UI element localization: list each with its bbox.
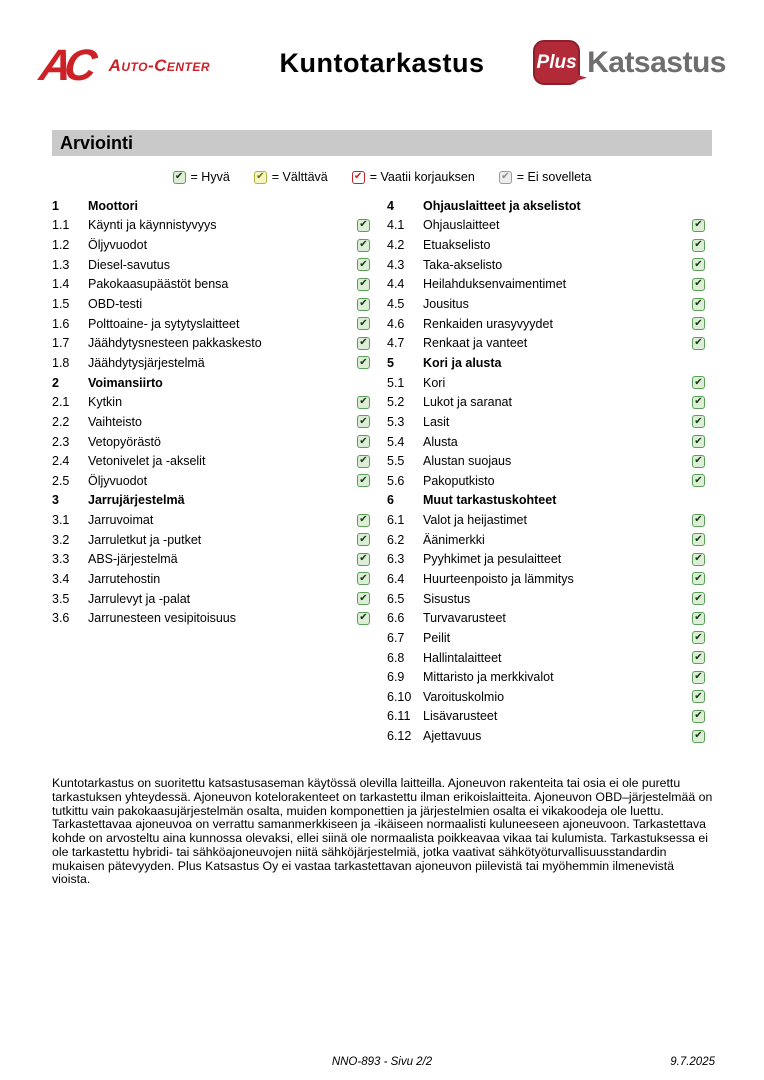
- status-checkbox-good: ✔: [357, 435, 370, 448]
- status-checkbox-good: ✔: [357, 455, 370, 468]
- checklist-item-row: [387, 726, 714, 746]
- legend-item-na: [499, 170, 592, 184]
- legend-label: = Vaatii korjauksen: [369, 170, 475, 184]
- status-checkbox-good: ✔: [692, 258, 705, 271]
- status-checkbox-good: ✔: [692, 415, 705, 428]
- item-number: 4.7: [387, 336, 405, 351]
- status-checkbox-good: ✔: [692, 376, 705, 389]
- status-checkbox-good: ✔: [357, 514, 370, 527]
- item-number: 6.8: [387, 650, 405, 665]
- status-checkbox-good: ✔: [357, 337, 370, 350]
- item-number: 5.3: [387, 414, 405, 429]
- item-number: 4.5: [387, 297, 405, 312]
- legend-label: = Välttävä: [271, 170, 328, 184]
- item-number: 2.2: [52, 414, 70, 429]
- disclaimer-text: Kuntotarkastus on suoritettu katsastusaseman käytössä olevilla laitteilla. Ajoneuvon rakenteita tai osia ei ole purettu tarkastuksen yhteydessä. Ajoneuvon kotelorakenteet on tarkastettu ilman erikoislaitteita. Ajoneuvon OBD–järjestelmää on tutkittu vain pakokaasujärjestelmän osalta, muiden komponettien ja järjestelmien osalta ei vikakoodeja ole luettu. Tarkastettavaa ajoneuvoa on verrattu samanmerkkiseen ja -ikäiseen normaalisti kuluneeseen ajoneuvoon. Tarkastettava kohde on arvosteltu aina kunnossa olevaksi, ellei siinä ole normaalista poikkeavaa vikaa tai kulumista. Tarkastuksessa ei ole tarkastettu hybridi- tai sähköajoneuvojen niitä sähköjärjestelmiä, jotka vaativat sähkötyöturvallisuusstandardin mukaisen pätevyyden. Plus Katsastus Oy ei vastaa tarkastettavan ajoneuvon piilevistä tai myöhemmin ilmenevistä vioista.: [52, 776, 713, 887]
- checklist-item-row: [387, 608, 714, 628]
- item-label: Jarruvoimat: [88, 513, 154, 528]
- item-label: Jarrutehostin: [88, 571, 161, 586]
- status-checkbox-good: ✔: [692, 592, 705, 605]
- item-number: 6.5: [387, 591, 405, 606]
- item-label: Alustan suojaus: [423, 454, 512, 469]
- item-number: 6.2: [387, 532, 405, 547]
- checklist-item-row: [387, 510, 714, 530]
- checklist-item-row: [52, 216, 379, 236]
- status-checkbox-good: ✔: [692, 671, 705, 684]
- item-number: 1.2: [52, 238, 70, 253]
- status-checkbox-good: ✔: [692, 278, 705, 291]
- section-header-row: [387, 196, 714, 216]
- item-label: Äänimerkki: [423, 532, 485, 547]
- item-number: 3.5: [52, 591, 70, 606]
- section-header-row: [52, 491, 379, 511]
- status-checkbox-good: ✔: [357, 396, 370, 409]
- status-checkbox-good: ✔: [357, 317, 370, 330]
- legend-label: = Ei sovelleta: [516, 170, 592, 184]
- item-number: 4.3: [387, 257, 405, 272]
- legend-label: = Hyvä: [190, 170, 230, 184]
- checklist-item-row: [387, 275, 714, 295]
- item-number: 5.2: [387, 395, 405, 410]
- checklist-item-row: [52, 275, 379, 295]
- checklist-item-row: [387, 707, 714, 727]
- status-checkbox-good: ✔: [357, 298, 370, 311]
- status-checkbox-fair: ✔: [254, 171, 267, 184]
- item-label: Valot ja heijastimet: [423, 513, 527, 528]
- checklist-right-column: [387, 196, 714, 746]
- checklist-left-column: [52, 196, 379, 746]
- item-number: 6.12: [387, 729, 412, 744]
- checklist-item-row: [52, 530, 379, 550]
- checklist-item-row: [52, 432, 379, 452]
- item-label: Diesel-savutus: [88, 257, 170, 272]
- item-number: 3.2: [52, 532, 70, 547]
- item-label: Alusta: [423, 434, 458, 449]
- item-label: Renkaat ja vanteet: [423, 336, 528, 351]
- item-label: Heilahduksenvaimentimet: [423, 277, 567, 292]
- item-number: 6: [387, 493, 394, 508]
- item-number: 3.1: [52, 513, 70, 528]
- status-checkbox-good: ✔: [692, 710, 705, 723]
- checklist-item-row: [387, 255, 714, 275]
- status-checkbox-good: ✔: [692, 533, 705, 546]
- ac-logo-name: Auto-Center: [108, 56, 211, 75]
- status-checkbox-good: ✔: [692, 690, 705, 703]
- checklist-item-row: [387, 392, 714, 412]
- item-number: 1.7: [52, 336, 70, 351]
- item-label: Jarrunesteen vesipitoisuus: [88, 611, 236, 626]
- status-checkbox-good: ✔: [692, 298, 705, 311]
- checklist-item-row: [52, 294, 379, 314]
- item-label: Pyyhkimet ja pesulaitteet: [423, 552, 562, 567]
- item-number: 5: [387, 355, 394, 370]
- item-label: ABS-järjestelmä: [88, 552, 178, 567]
- checklist-item-row: [387, 314, 714, 334]
- checklist-item-row: [52, 569, 379, 589]
- item-number: 4: [387, 198, 394, 213]
- item-number: 5.6: [387, 473, 405, 488]
- status-checkbox-good: ✔: [692, 239, 705, 252]
- item-number: 2.1: [52, 395, 70, 410]
- item-number: 6.9: [387, 670, 405, 685]
- checklist-item-row: [387, 628, 714, 648]
- item-label: Mittaristo ja merkkivalot: [423, 670, 554, 685]
- item-number: 1: [52, 198, 59, 213]
- status-checkbox-good: ✔: [173, 171, 186, 184]
- status-checkbox-good: ✔: [357, 219, 370, 232]
- status-checkbox-good: ✔: [357, 356, 370, 369]
- checklist-item-row: [387, 451, 714, 471]
- status-checkbox-good: ✔: [357, 415, 370, 428]
- ac-logo-mark: AC: [36, 41, 94, 90]
- item-label: Turvavarusteet: [423, 611, 506, 626]
- section-title: Jarrujärjestelmä: [88, 493, 185, 508]
- item-number: 1.1: [52, 218, 70, 233]
- checklist-item-row: [52, 589, 379, 609]
- status-checkbox-na: ✔: [499, 171, 512, 184]
- checklist-item-row: [52, 314, 379, 334]
- status-checkbox-good: ✔: [692, 651, 705, 664]
- item-label: Ajettavuus: [423, 729, 482, 744]
- item-number: 6.11: [387, 709, 411, 724]
- item-label: Jarrulevyt ja -palat: [88, 591, 191, 606]
- legend-item-good: [173, 170, 230, 184]
- checklist-item-row: [52, 333, 379, 353]
- item-label: Jäähdytysjärjestelmä: [88, 355, 205, 370]
- item-label: OBD-testi: [88, 297, 143, 312]
- item-number: 6.1: [387, 513, 405, 528]
- item-number: 1.5: [52, 297, 70, 312]
- item-label: Lasit: [423, 414, 450, 429]
- item-number: 1.3: [52, 257, 70, 272]
- checklist-item-row: [52, 510, 379, 530]
- status-checkbox-good: ✔: [692, 474, 705, 487]
- item-label: Pakoputkisto: [423, 473, 495, 488]
- item-label: Jäähdytysnesteen pakkaskesto: [88, 336, 262, 351]
- status-checkbox-good: ✔: [692, 631, 705, 644]
- item-label: Varoituskolmio: [423, 689, 505, 704]
- item-label: Öljyvuodot: [88, 238, 148, 253]
- legend-item-repair: [352, 170, 475, 184]
- checklist-item-row: [387, 530, 714, 550]
- item-number: 5.5: [387, 454, 405, 469]
- item-number: 1.4: [52, 277, 70, 292]
- item-number: 5.1: [387, 375, 405, 390]
- legend-item-fair: [254, 170, 328, 184]
- item-label: Kori: [423, 375, 446, 390]
- checklist-item-row: [387, 294, 714, 314]
- checklist-item-row: [387, 373, 714, 393]
- status-checkbox-good: ✔: [692, 612, 705, 625]
- status-checkbox-good: ✔: [357, 612, 370, 625]
- section-title: Moottori: [88, 198, 138, 213]
- item-label: Jarruletkut ja -putket: [88, 532, 202, 547]
- section-bar-arviointi: Arviointi: [52, 130, 712, 156]
- item-number: 2.3: [52, 434, 70, 449]
- rating-legend: [52, 170, 712, 184]
- section-title: Kori ja alusta: [423, 355, 502, 370]
- checklist-item-row: [387, 235, 714, 255]
- item-label: Taka-akselisto: [423, 257, 503, 272]
- status-checkbox-good: ✔: [692, 730, 705, 743]
- item-number: 6.7: [387, 630, 405, 645]
- checklist: [52, 196, 714, 746]
- item-number: 3.4: [52, 571, 70, 586]
- item-label: Polttoaine- ja sytytyslaitteet: [88, 316, 240, 331]
- section-header-row: [387, 353, 714, 373]
- footer-date: 9.7.2025: [670, 1056, 715, 1068]
- item-number: 4.6: [387, 316, 405, 331]
- item-label: Hallintalaitteet: [423, 650, 502, 665]
- checklist-item-row: [52, 412, 379, 432]
- item-label: Lisävarusteet: [423, 709, 498, 724]
- item-label: Jousitus: [423, 297, 469, 312]
- status-checkbox-good: ✔: [692, 219, 705, 232]
- checklist-item-row: [387, 432, 714, 452]
- checklist-item-row: [52, 451, 379, 471]
- status-checkbox-good: ✔: [357, 239, 370, 252]
- checklist-item-row: [52, 353, 379, 373]
- item-label: Vetopyörästö: [88, 434, 161, 449]
- plus-katsastus-logo: [533, 40, 726, 85]
- item-number: 1.6: [52, 316, 70, 331]
- item-number: 4.1: [387, 218, 405, 233]
- item-number: 4.2: [387, 238, 405, 253]
- section-title: Muut tarkastuskohteet: [423, 493, 557, 508]
- checklist-item-row: [52, 471, 379, 491]
- item-number: 6.4: [387, 571, 405, 586]
- item-number: 6.6: [387, 611, 405, 626]
- item-label: Lukot ja saranat: [423, 395, 512, 410]
- checklist-item-row: [387, 667, 714, 687]
- item-number: 2.4: [52, 454, 70, 469]
- item-label: Vetonivelet ja -akselit: [88, 454, 206, 469]
- status-checkbox-good: ✔: [692, 396, 705, 409]
- status-checkbox-good: ✔: [692, 317, 705, 330]
- status-checkbox-good: ✔: [357, 278, 370, 291]
- section-header-row: [52, 196, 379, 216]
- checklist-item-row: [387, 471, 714, 491]
- status-checkbox-good: ✔: [357, 553, 370, 566]
- status-checkbox-good: ✔: [357, 258, 370, 271]
- checklist-item-row: [387, 589, 714, 609]
- item-number: 6.3: [387, 552, 405, 567]
- checklist-item-row: [387, 333, 714, 353]
- page-footer: [0, 1056, 764, 1068]
- status-checkbox-good: ✔: [357, 592, 370, 605]
- status-checkbox-good: ✔: [357, 533, 370, 546]
- status-checkbox-good: ✔: [692, 337, 705, 350]
- item-label: Huurteenpoisto ja lämmitys: [423, 571, 574, 586]
- section-title: Ohjauslaitteet ja akselistot: [423, 198, 581, 213]
- item-label: Sisustus: [423, 591, 471, 606]
- status-checkbox-good: ✔: [692, 572, 705, 585]
- checklist-item-row: [52, 550, 379, 570]
- item-number: 2.5: [52, 473, 70, 488]
- item-label: Pakokaasupäästöt bensa: [88, 277, 229, 292]
- status-checkbox-good: ✔: [357, 474, 370, 487]
- checklist-item-row: [387, 216, 714, 236]
- plus-logo-name: Katsastus: [587, 45, 726, 79]
- item-label: Renkaiden urasyvyydet: [423, 316, 553, 331]
- footer-page-info: NNO-893 - Sivu 2/2: [331, 1056, 433, 1068]
- status-checkbox-good: ✔: [692, 435, 705, 448]
- checklist-item-row: [387, 569, 714, 589]
- item-label: Vaihteisto: [88, 414, 142, 429]
- item-number: 3: [52, 493, 59, 508]
- checklist-item-row: [52, 255, 379, 275]
- checklist-item-row: [387, 550, 714, 570]
- section-title: Voimansiirto: [88, 375, 163, 390]
- item-number: 6.10: [387, 689, 412, 704]
- status-checkbox-good: ✔: [692, 514, 705, 527]
- item-number: 3.6: [52, 611, 70, 626]
- item-label: Ohjauslaitteet: [423, 218, 500, 233]
- section-header-row: [52, 373, 379, 393]
- checklist-item-row: [387, 687, 714, 707]
- plus-badge-icon: Plus: [533, 40, 580, 85]
- item-label: Kytkin: [88, 395, 123, 410]
- checklist-item-row: [387, 412, 714, 432]
- checklist-item-row: [52, 235, 379, 255]
- status-checkbox-repair: ✔: [352, 171, 365, 184]
- checklist-item-row: [52, 392, 379, 412]
- checklist-item-row: [387, 648, 714, 668]
- page-title: Kuntotarkastus: [279, 48, 485, 78]
- item-number: 5.4: [387, 434, 405, 449]
- item-number: 1.8: [52, 355, 70, 370]
- item-number: 3.3: [52, 552, 70, 567]
- item-label: Etuakselisto: [423, 238, 491, 253]
- item-number: 2: [52, 375, 59, 390]
- section-header-row: [387, 491, 714, 511]
- status-checkbox-good: ✔: [692, 553, 705, 566]
- checklist-item-row: [52, 608, 379, 628]
- status-checkbox-good: ✔: [692, 455, 705, 468]
- status-checkbox-good: ✔: [357, 572, 370, 585]
- item-number: 4.4: [387, 277, 405, 292]
- item-label: Käynti ja käynnistyvyys: [88, 218, 217, 233]
- item-label: Peilit: [423, 630, 451, 645]
- item-label: Öljyvuodot: [88, 473, 148, 488]
